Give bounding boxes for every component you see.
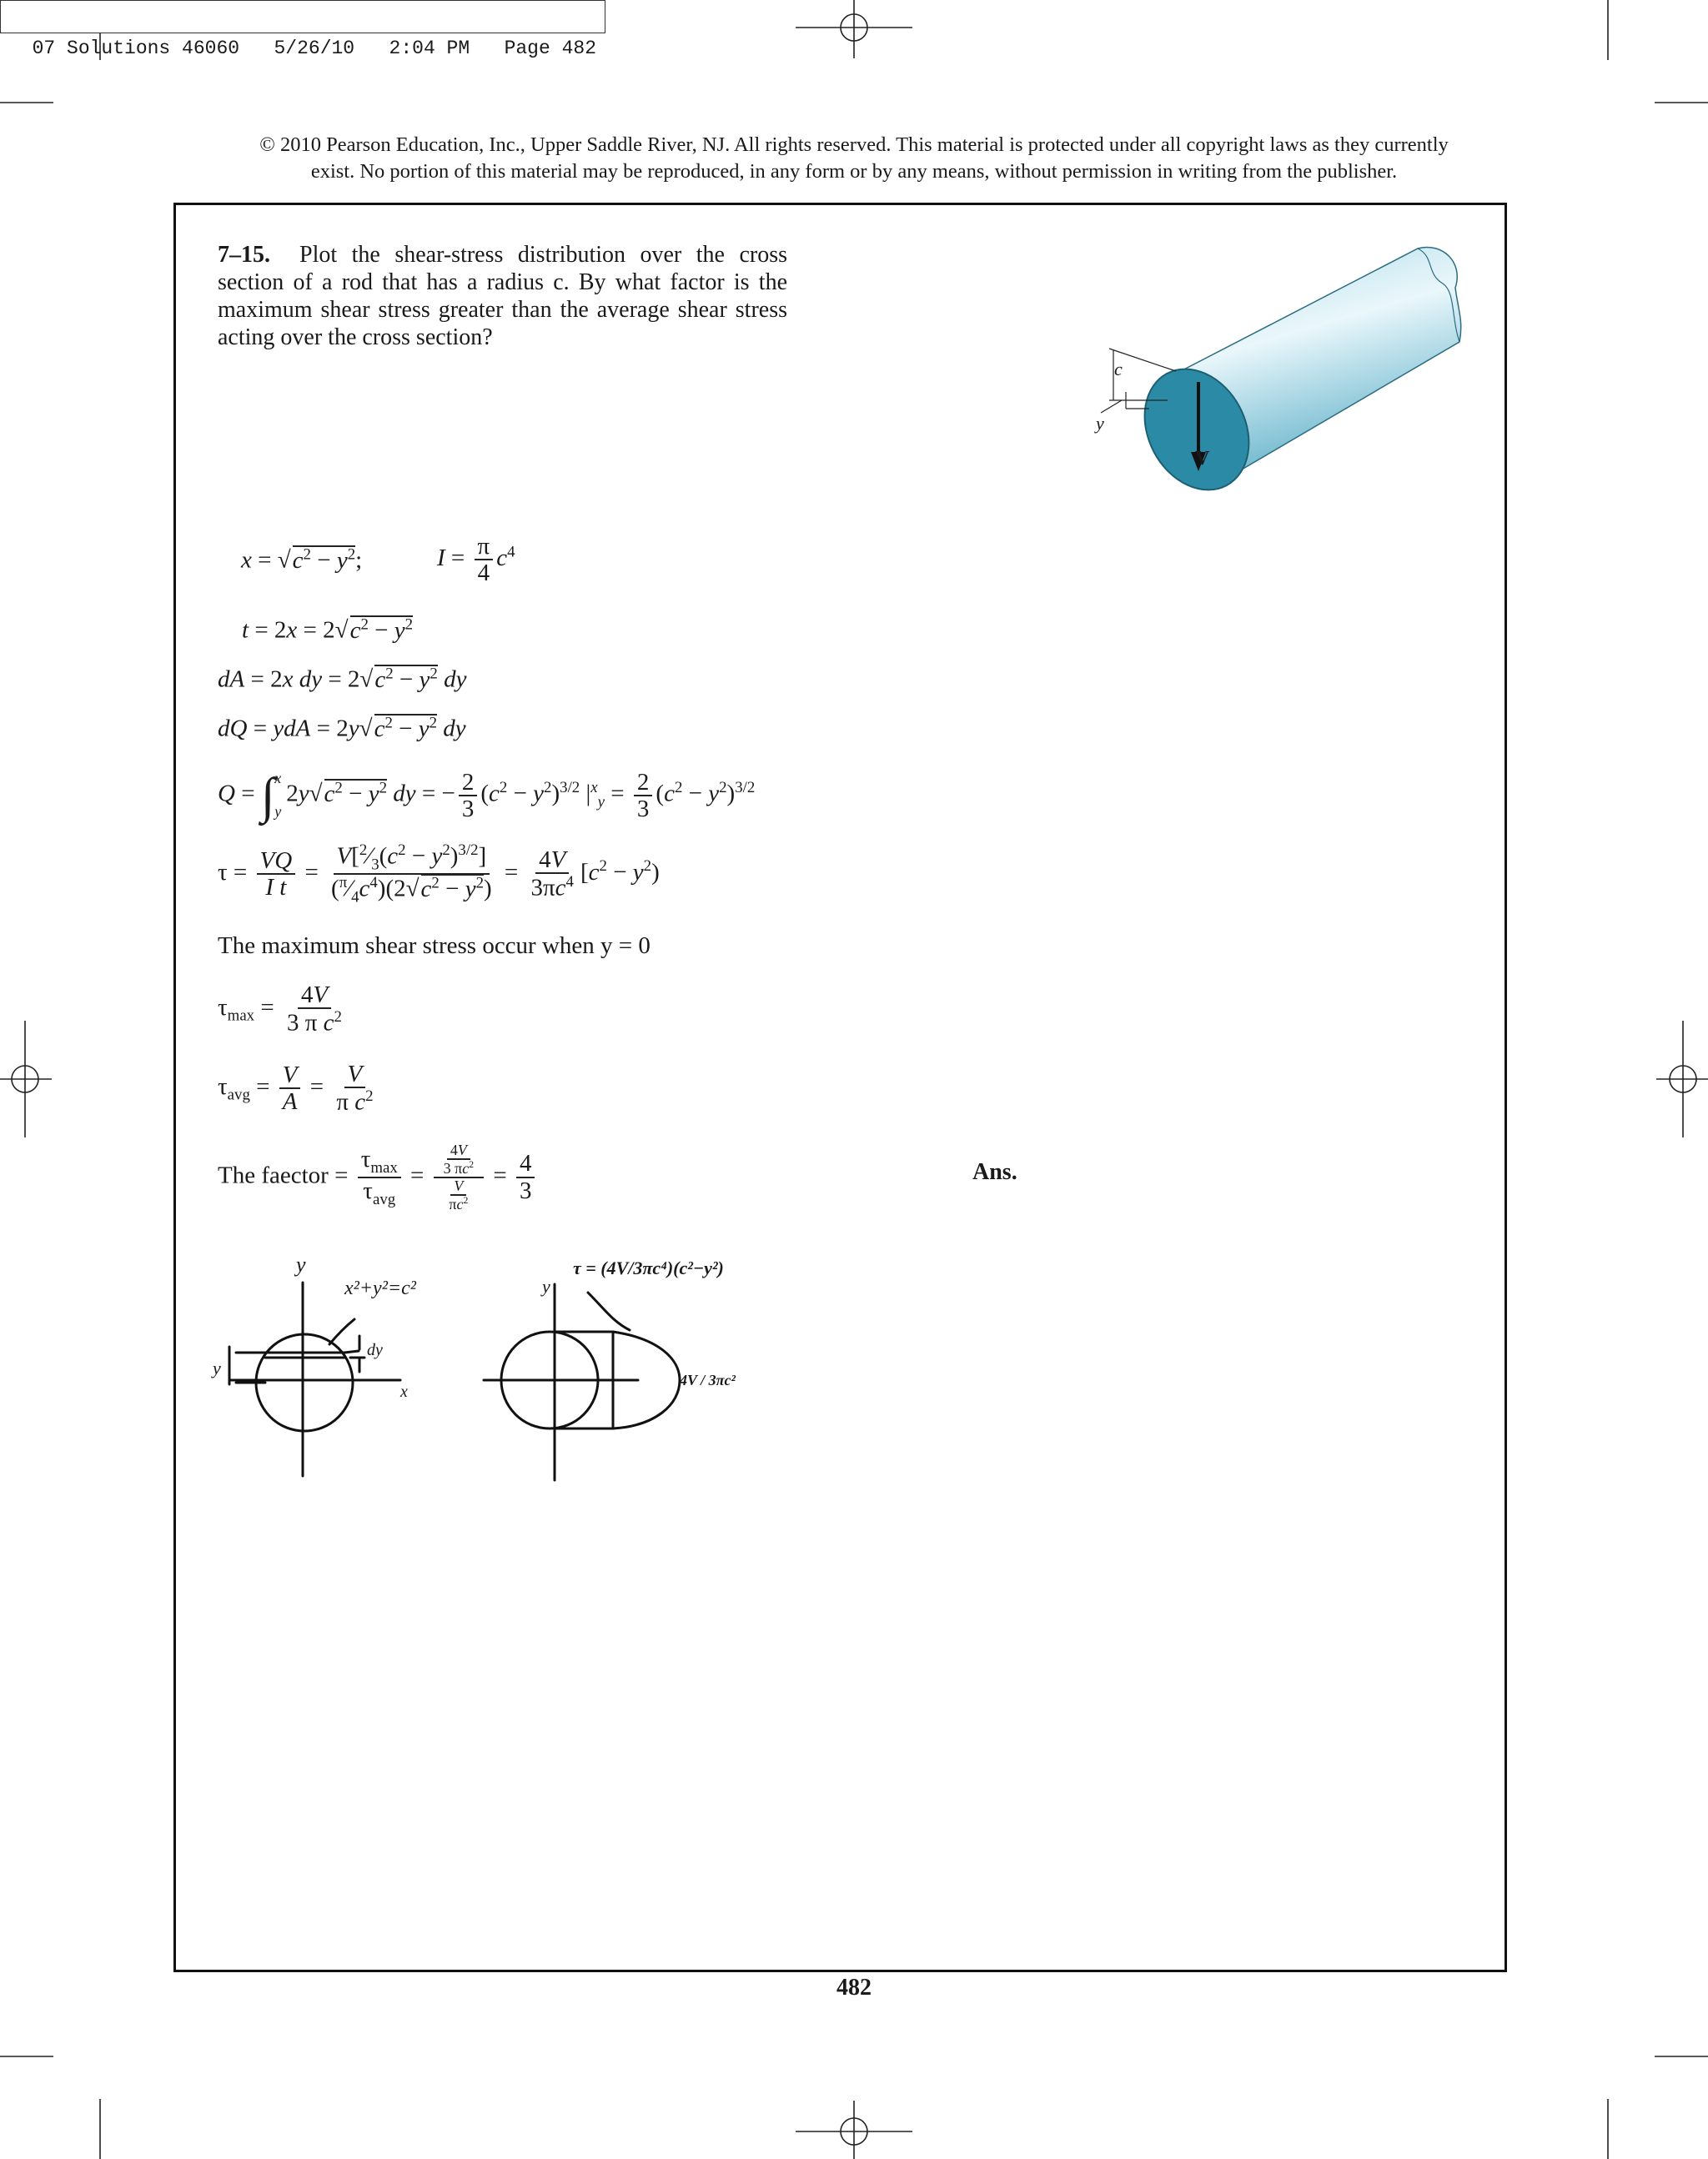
- eq-t: $t = 2x = 2√c^2 - y^2$: [242, 615, 414, 644]
- rod-figure: [1084, 242, 1468, 500]
- sketch-label-y-right: y: [542, 1276, 550, 1297]
- slug-page: Page 482: [504, 38, 596, 59]
- max-shear-sentence: The maximum shear stress occur when y = 0: [218, 932, 651, 959]
- page-number: 482: [836, 1975, 872, 2001]
- eq-factor: The faector = $\frac{\tau_{max}}{\tau_{avg}}$ = $\frac{\frac{4V}{3 \pi c^2}}{\frac{V}{\pi c^2}}$ = $\frac{4}{3}$: [218, 1142, 538, 1213]
- eq-x: $x = √c^2 - y^2$;: [241, 545, 363, 574]
- sketch-label-y-side: y: [213, 1358, 221, 1378]
- slug-time: 2:04 PM: [389, 38, 470, 59]
- fig-label-c: c: [1114, 359, 1123, 379]
- max-shear-text: [218, 931, 651, 961]
- factor-label: The faector: [218, 1162, 329, 1189]
- slug-file: 07 Solutions 46060: [32, 38, 240, 59]
- eq-tau: τ = $\frac{VQ}{\text{I t}}$ = $\frac{V[^2⁄_3(c^2 - y^2)^{3/2}]}{(^\pi⁄_4c^4)(2√c^2 - y^2)}$ = $\frac{4V}{3\pi c^4}$ $[c^2 - y^2)$: [218, 841, 660, 906]
- copyright-line-2: exist. No portion of this material may be reproduced, in any form or by any means, without permission in writing from the publisher.: [310, 160, 1398, 183]
- sketch-label-peak: 4V / 3πc²: [680, 1372, 736, 1388]
- eq-Q: Q = ∫x $y2y√c^2 - y^2$ dy = − $\frac{2}{3}$ $(c^2 - y^2)^{3/2}$ $|^x_y$ = $\frac{2}{3}$ $(c^2 - y^2)^{3/2}$: [218, 768, 756, 823]
- problem-text: Plot the shear-stress distribution over the cross section of a rod that has a radius c. By what factor is the maximum shear stress greater than the average shear stress acting over the cross section?: [218, 242, 787, 350]
- sketch-label-distribution: τ = (4V/3πc⁴)(c²−y²): [573, 1258, 724, 1278]
- eq-I: I = $\frac{\pi}{4}$ $c^4$: [437, 533, 515, 587]
- problem-statement: [218, 241, 787, 351]
- sketch-label-x: x: [400, 1383, 408, 1401]
- copyright-line-1: © 2010 Pearson Education, Inc., Upper Saddle River, NJ. All rights reserved. This material is protected under all copyright laws as they currently: [259, 133, 1449, 156]
- fig-label-V: V: [1195, 448, 1210, 469]
- eq-tau-avg: $\tau_{avg}$ = $\frac{V}{A}$ = $\frac{V}{\pi c^2}$: [218, 1061, 374, 1117]
- slug-date: 5/26/10: [274, 38, 355, 59]
- sketch-label-dy: dy: [367, 1341, 383, 1359]
- eq-tau-max: $\tau_{max}$ = $\frac{4V}{3 \pi c^2}$: [218, 982, 342, 1037]
- fig-label-y: y: [1096, 413, 1104, 434]
- sketch-drawings: [213, 1251, 730, 1493]
- print-slug: [0, 0, 605, 59]
- hand-sketch-section: [213, 1251, 736, 1493]
- sketch-label-y-left: y: [296, 1253, 306, 1277]
- eq-dA: dA = 2x dy = $2√c^2 - y^2$ dy: [218, 665, 467, 693]
- sketch-label-circle-eq: x²+y²=c²: [344, 1278, 416, 1299]
- eq-dQ: dQ = ydA = $2y√c^2 - y^2$ dy: [218, 714, 466, 742]
- problem-number: 7–15.: [218, 242, 270, 268]
- copyright-notice: [167, 132, 1541, 185]
- rod-illustration: [1084, 242, 1468, 500]
- ans-label: Ans.: [972, 1159, 1017, 1185]
